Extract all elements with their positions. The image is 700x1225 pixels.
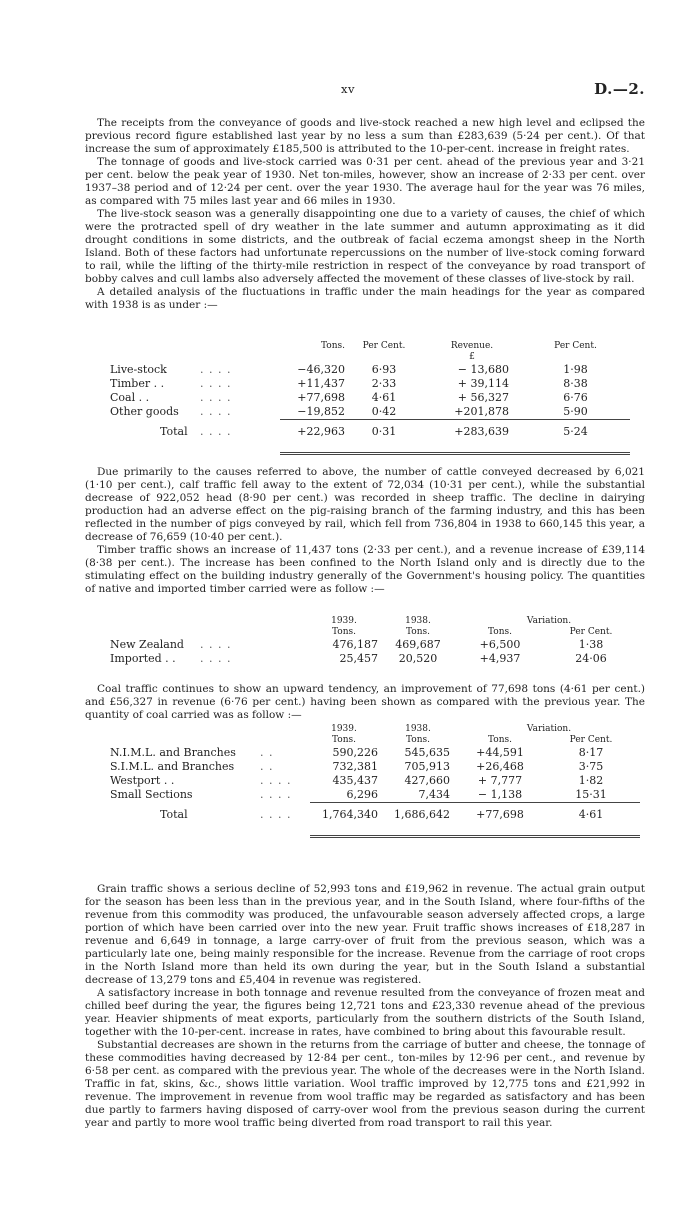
row-label: New Zealand xyxy=(110,638,184,651)
column-header: Variation. xyxy=(526,616,572,626)
total-row xyxy=(110,803,640,823)
page-header xyxy=(0,82,700,102)
leader-dots: . . xyxy=(260,746,274,759)
cell: − 1,138 xyxy=(477,788,523,801)
row-label: Coal . . xyxy=(110,391,150,404)
paragraph: Grain traffic shows a serious decline of 52,993 tons and £19,962 in revenue. The actual grain output for the season has been less than in the previous year, and in the South Island, where four-fifths of the revenue from this commodity was produced, the unfavourable season adversely affected crops, a large portion of which have been carried over into the new year. Fruit traffic shows increases of £18,287 in revenue and 6,649 in tonnage, a large carry-over of fruit from the previous season, which was a particularly late one, being mainly responsible for the increase. Revenue from the carriage of root crops in the North Island more than held its own during the year, but in the South Island a substantial decrease of 13,279 tons and £5,404 in revenue was registered. xyxy=(85,883,645,986)
cell: 435,437 xyxy=(332,774,378,787)
column-header: Per Cent. xyxy=(569,627,613,637)
column-header: Variation. xyxy=(526,724,572,734)
cell: 1·98 xyxy=(563,363,588,376)
table-row xyxy=(110,363,630,377)
column-header: Tons. xyxy=(488,735,512,745)
cell: 6,296 xyxy=(346,788,378,801)
row-label: Small Sections xyxy=(110,788,193,802)
column-header: Tons. xyxy=(332,735,356,745)
leader-dots: . . . . xyxy=(260,807,292,821)
total-label: Total xyxy=(160,807,188,821)
paragraph-block-c xyxy=(85,683,645,722)
cell: 0·42 xyxy=(371,405,397,418)
total-cell: 5·24 xyxy=(521,420,630,440)
cell: +44,591 xyxy=(476,746,524,759)
paragraph: The receipts from the conveyance of goods and live-stock reached a new high level and eclipsed the previous record figure established last year by no less a sum than £283,639 (5·24 per cent.). Of that increase the sum of approximately £185,500 is attributed to the 10-per-cent. increase in freight rates. xyxy=(85,117,645,155)
total-cell: 1,686,642 xyxy=(378,803,458,823)
table-header-row xyxy=(110,341,630,352)
leader-dots: . . xyxy=(260,760,274,773)
cell: 427,660 xyxy=(404,774,450,787)
paragraph-block-d xyxy=(85,883,645,1130)
leader-dots: . . . . xyxy=(200,424,232,438)
paragraph: The tonnage of goods and live-stock carried was 0·31 per cent. ahead of the previous year and 3·21 per cent. below the peak year of 1930. Net ton-miles, however, show an increase of 2·33 per cent. over 1937–38 period and of 12·24 per cent. over the year 1930. The average haul for the year was 76 miles, as compared with 75 miles last year and 66 miles in 1930. xyxy=(85,156,645,207)
cell: 2·33 xyxy=(371,377,397,390)
currency-symbol: £ xyxy=(469,352,475,362)
paragraph: A satisfactory increase in both tonnage and revenue resulted from the conveyance of frozen meat and chilled beef during the year, the figures being 12,721 tons and £23,330 revenue ahead of the previous year. Heavier shipments of meat exports, particularly from the southern districts of the South Island, together with the 10-per-cent. increase in rates, have combined to bring about this favourable result. xyxy=(85,987,645,1038)
table-header-row xyxy=(110,616,640,627)
cell: −46,320 xyxy=(297,363,345,376)
cell: −19,852 xyxy=(297,405,345,418)
column-header: Tons. xyxy=(488,627,512,637)
total-label: Total xyxy=(160,424,188,438)
cell: 15·31 xyxy=(575,788,607,801)
row-label: Live-stock xyxy=(110,363,167,376)
cell: 545,635 xyxy=(404,746,450,759)
row-label: N.I.M.L. and Branches xyxy=(110,746,236,759)
column-header: Per Cent. xyxy=(362,341,406,351)
leader-dots: . . . . xyxy=(200,405,232,419)
row-label: Other goods xyxy=(110,405,179,419)
cell: +26,468 xyxy=(476,760,524,773)
column-header: Per Cent. xyxy=(554,341,597,351)
paragraph: The live-stock season was a generally disappointing one due to a variety of causes, the chief of which were the protracted spell of dry weather in the late summer and autumn approximating as it did drought conditions in some districts, and the outbreak of facial eczema amongst sheep in the North Island. Both of these factors had unfortunate repercussions on the number of live-stock coming forward to rail, while the lifting of the thirty-mile restriction in respect of the conveyance by road transport of bobby calves and cull lambs also adversely affected the movement of these classes of live-stock by rail. xyxy=(85,208,645,285)
leader-dots: . . . . xyxy=(260,788,292,802)
traffic-analysis-table xyxy=(110,341,630,455)
cell: 732,381 xyxy=(332,760,378,773)
cell: − 13,680 xyxy=(457,363,509,376)
table-row xyxy=(110,760,640,774)
total-cell: +22,963 xyxy=(280,420,345,440)
cell: + 7,777 xyxy=(477,774,523,787)
paragraph: Due primarily to the causes referred to above, the number of cattle conveyed decreased by 6,021 (1·10 per cent.), calf traffic fell away to the extent of 72,034 (10·31 per cent.), while the substantial decrease of 922,052 head (8·90 per cent.) was recorded in sheep traffic. The decline in dairying production had an adverse effect on the pig-raising branch of the farming industry, and this has been reflected in the number of pigs conveyed by rail, which fell from 736,804 in 1938 to 660,145 this year, a decrease of 76,659 (10·40 per cent.). xyxy=(85,466,645,543)
cell: 590,226 xyxy=(332,746,378,759)
document-reference: D.—2. xyxy=(594,80,645,98)
cell: 20,520 xyxy=(398,652,438,665)
column-header: Revenue. xyxy=(450,341,494,351)
column-header: 1939. xyxy=(331,616,357,626)
cell: 1·82 xyxy=(578,774,604,787)
page-number: xv xyxy=(341,82,355,96)
cell: 476,187 xyxy=(332,638,378,651)
table-row xyxy=(110,774,640,788)
paragraph: Timber traffic shows an increase of 11,437 tons (2·33 per cent.), and a revenue increase of £39,114 (8·38 per cent.). The increase has been confined to the North Island only and is directly due to the stimulating effect on the building industry generally of the Government's housing policy. The quantities of native and imported timber carried were as follow :— xyxy=(85,544,645,595)
cell: 3·75 xyxy=(578,760,604,773)
paragraph-block-a xyxy=(85,117,645,312)
cell: +201,878 xyxy=(454,405,509,418)
cell: 705,913 xyxy=(404,760,450,773)
cell: +6,500 xyxy=(479,638,521,651)
cell: 24·06 xyxy=(575,652,607,665)
column-header: Tons. xyxy=(332,627,356,637)
leader-dots: . . . . xyxy=(200,363,232,376)
row-label: Timber . . xyxy=(110,377,165,390)
total-cell: +77,698 xyxy=(458,803,542,823)
cell: 25,457 xyxy=(339,652,378,665)
total-row xyxy=(110,420,630,440)
cell: 6·76 xyxy=(563,391,588,404)
table-row xyxy=(110,377,630,391)
column-header: Tons. xyxy=(406,627,430,637)
table-row xyxy=(110,788,640,803)
leader-dots: . . . . xyxy=(200,377,232,390)
cell: + 56,327 xyxy=(457,391,509,404)
row-label: Imported . . xyxy=(110,652,176,665)
leader-dots: . . . . xyxy=(200,638,232,651)
column-header: Tons. xyxy=(321,341,345,351)
cell: +4,937 xyxy=(479,652,521,665)
table-header-row xyxy=(110,352,630,363)
table-header-row xyxy=(110,735,640,746)
table-row xyxy=(110,405,630,420)
table-header-row xyxy=(110,724,640,735)
column-header: Tons. xyxy=(406,735,430,745)
table-row xyxy=(110,746,640,760)
paragraph: Coal traffic continues to show an upward tendency, an improvement of 77,698 tons (4·61 per cent.) and £56,327 in revenue (6·76 per cent.) having been shown as compared with the previous year. The quantity of coal carried was as follow :— xyxy=(85,683,645,721)
cell: +77,698 xyxy=(297,391,345,404)
table-row xyxy=(110,652,640,666)
cell: +11,437 xyxy=(297,377,345,390)
column-header: 1938. xyxy=(405,724,431,734)
leader-dots: . . . . xyxy=(200,391,232,404)
cell: 4·61 xyxy=(371,391,397,404)
cell: 8·17 xyxy=(578,746,604,759)
paragraph: A detailed analysis of the fluctuations in traffic under the main headings for the year as compared with 1938 is as under :— xyxy=(85,286,645,311)
column-header: Per Cent. xyxy=(569,735,613,745)
paragraph-block-b xyxy=(85,466,645,596)
total-cell: +283,639 xyxy=(423,420,521,440)
table-row xyxy=(110,638,640,652)
total-cell: 1,764,340 xyxy=(310,803,378,823)
cell: 469,687 xyxy=(395,638,441,651)
leader-dots: . . . . xyxy=(200,652,232,665)
cell: 1·38 xyxy=(578,638,604,651)
timber-table xyxy=(110,616,640,666)
table-row xyxy=(110,391,630,405)
column-header: 1939. xyxy=(331,724,357,734)
coal-table xyxy=(110,724,640,838)
paragraph: Substantial decreases are shown in the returns from the carriage of butter and cheese, the tonnage of these commodities having decreased by 12·84 per cent., ton-miles by 12·96 per cent., and revenue by 6·58 per cent. as compared with the previous year. The whole of the decreases were in the North Island. Traffic in fat, skins, &c., shows little variation. Wool traffic improved by 12,775 tons and £21,992 in revenue. The improvement in revenue from wool traffic may be regarded as satisfactory and has been due partly to farmers having disposed of carry-over wool from the previous season during the current year and partly to more wool traffic being diverted from road transport to rail this year. xyxy=(85,1039,645,1129)
total-cell: 4·61 xyxy=(542,803,640,823)
row-label: Westport . . xyxy=(110,774,175,787)
leader-dots: . . . . xyxy=(260,774,292,787)
total-underline-row xyxy=(110,439,630,453)
cell: 5·90 xyxy=(563,405,588,418)
total-underline-row xyxy=(110,822,640,836)
table-header-row xyxy=(110,627,640,638)
row-label: S.I.M.L. and Branches xyxy=(110,760,235,773)
cell: 6·93 xyxy=(371,363,397,376)
cell: 8·38 xyxy=(563,377,588,390)
cell: + 39,114 xyxy=(457,377,509,390)
cell: 7,434 xyxy=(418,788,450,801)
total-cell: 0·31 xyxy=(345,420,423,440)
column-header: 1938. xyxy=(405,616,431,626)
